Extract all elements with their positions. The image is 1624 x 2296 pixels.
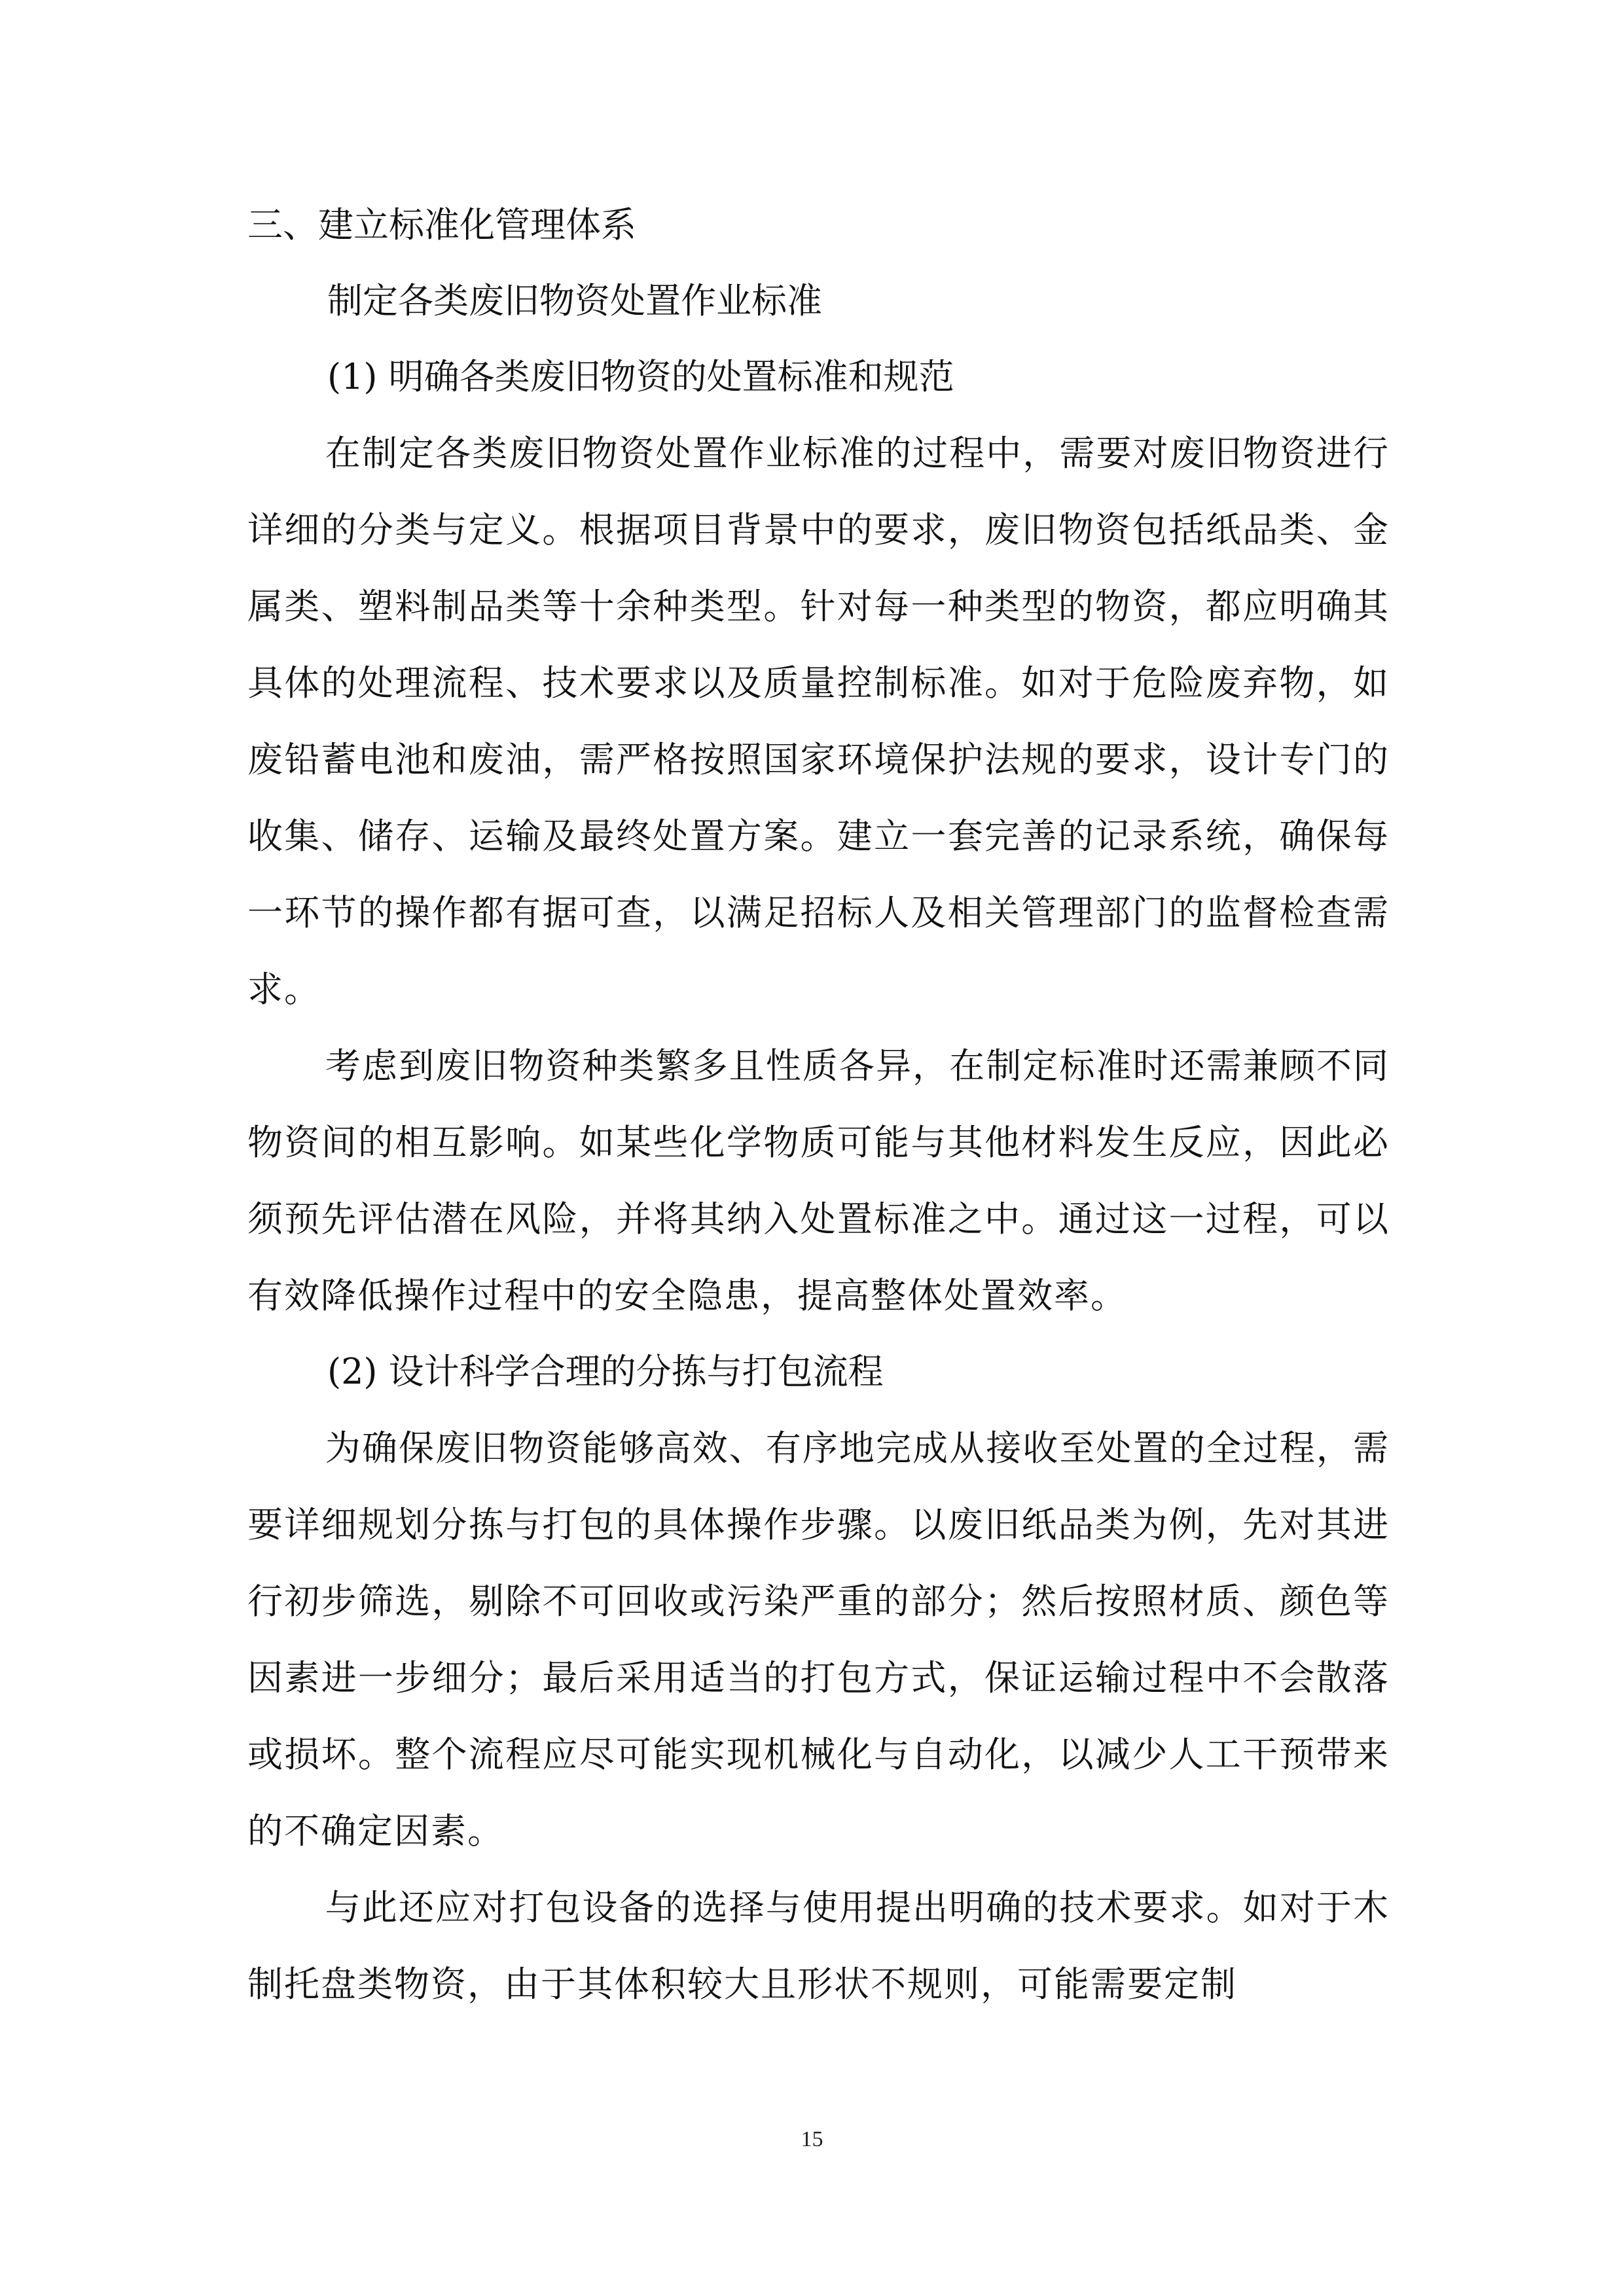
document-body [247, 187, 1390, 2022]
section-heading: 三、建立标准化管理体系 [247, 204, 636, 245]
paragraph: 为确保废旧物资能够高效、有序地完成从接收至处置的全过程，需要详细规划分拣与打包的具体操作步骤。以废旧纸品类为例，先对其进行初步筛选，剔除不可回收或污染严重的部分；然后按照材质、颜色等因素进一步细分；最后采用适当的打包方式，保证运输过程中不会散落或损坏。整个流程应尽可能实现机械化与自动化，以减少人工干预带来的不确定因素。 [247, 1427, 1390, 1852]
item-1-title: (1) 明确各类废旧物资的处置标准和规范 [327, 356, 954, 397]
paragraph: 在制定各类废旧物资处置作业标准的过程中，需要对废旧物资进行详细的分类与定义。根据项目背景中的要求，废旧物资包括纸品类、金属类、塑料制品类等十余种类型。针对每一种类型的物资，都应明确其具体的处理流程、技术要求以及质量控制标准。如对于危险废弃物，如废铅蓄电池和废油，需严格按照国家环境保护法规的要求，设计专门的收集、储存、运输及最终处置方案。建立一套完善的记录系统，确保每一环节的操作都有据可查，以满足招标人及相关管理部门的监督检查需求。 [247, 433, 1390, 1010]
item-2-title: (2) 设计科学合理的分拣与打包流程 [327, 1351, 884, 1392]
paragraph: 与此还应对打包设备的选择与使用提出明确的技术要求。如对于木制托盘类物资，由于其体积较大且形状不规则，可能需要定制 [247, 1887, 1390, 2005]
paragraph: 考虑到废旧物资种类繁多且性质各异，在制定标准时还需兼顾不同物资间的相互影响。如某些化学物质可能与其他材料发生反应，因此必须预先评估潜在风险，并将其纳入处置标准之中。通过这一过程，可以有效降低操作过程中的安全隐患，提高整体处置效率。 [247, 1045, 1390, 1316]
subsection-heading: 制定各类废旧物资处置作业标准 [327, 280, 822, 321]
page-number: 15 [801, 2127, 823, 2151]
